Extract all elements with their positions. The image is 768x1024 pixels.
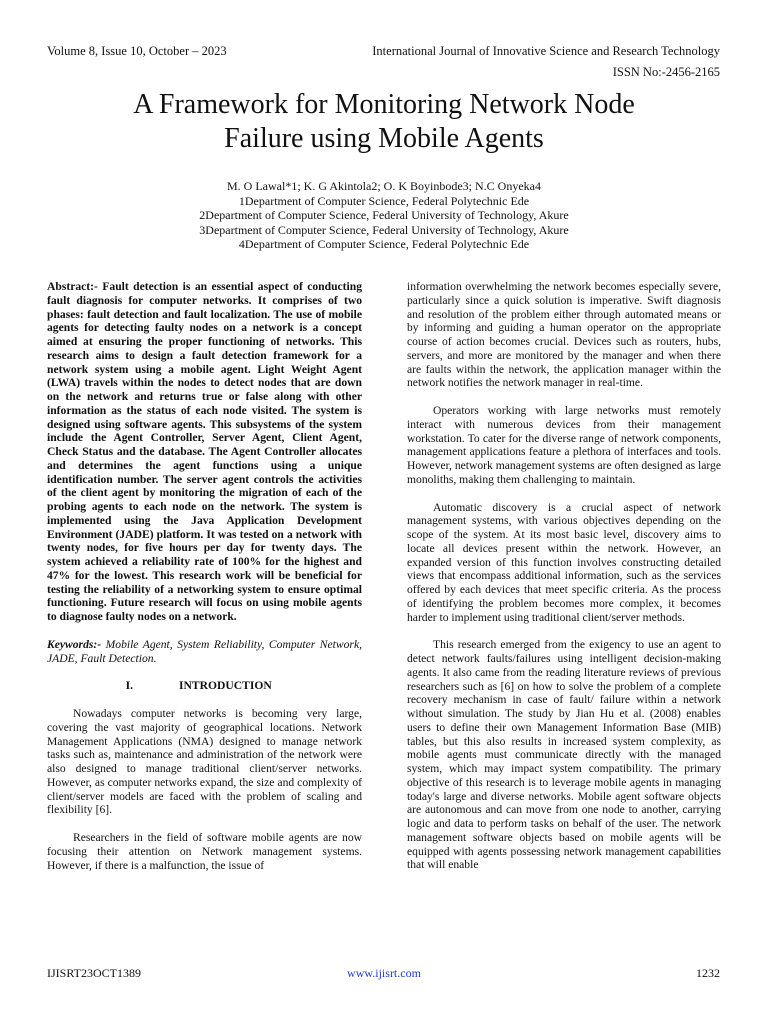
page-number: 1232: [696, 966, 720, 980]
affiliation-2: 2Department of Computer Science, Federal University of Technology, Akure: [199, 208, 569, 222]
intro-paragraph-1: Nowadays computer networks is becoming very large, covering the vast majority of geographical locations. Network Management Applications (NMA) designed to manage network tasks such as, maintenance and administration of the network were also designed to manage traditional client/server networks. However, as computer networks expand, the size and complexity of client/server models are faced with the problem of scaling and flexibility [6].: [47, 707, 362, 817]
journal-name: International Journal of Innovative Science and Research Technology: [372, 44, 720, 58]
section-title: INTRODUCTION: [179, 679, 272, 693]
affiliation-4: 4Department of Computer Science, Federal Polytechnic Ede: [238, 237, 530, 251]
body-paragraph-1: information overwhelming the network becomes especially severe, particularly since a quick solution is imperative. Swift diagnosis and resolution of the problem either through automated means or by informing and guiding a human operator on the appropriate course of action becomes crucial. Devices such as routers, hubs, servers, and more are monitored by the manager and when there are faults within the network, the application manager within the network notifies the network manager in real-time.: [407, 280, 721, 390]
volume-info: Volume 8, Issue 10, October – 2023: [47, 44, 227, 58]
keywords-text: Mobile Agent, System Reliability, Computer Network, JADE, Fault Detection.: [47, 637, 362, 665]
abstract-label: Abstract:-: [47, 280, 98, 293]
title-line-2: Failure using Mobile Agents: [224, 123, 544, 154]
affiliation-1: 1Department of Computer Science, Federal Polytechnic Ede: [238, 193, 530, 208]
author-block: [0, 179, 768, 252]
paper-title: [0, 88, 768, 156]
paper-id: IJISRT23OCT1389: [47, 966, 141, 980]
section-number: I.: [125, 679, 133, 693]
abstract: [47, 280, 362, 624]
body-paragraph-3: Automatic discovery is a crucial aspect of network management systems, with various objectives depending on the scope of the system. At its most basic level, discovery aims to locate all devices present within the network. However, an expanded version of this function involves constructing detailed views that encompass additional information, such as the services offered by each devices that meet specific criteria. As the process of identifying the problem becomes more complex, it becomes harder to implement using traditional client/server methods.: [407, 500, 721, 624]
author-names: M. O Lawal*1; K. G Akintola2; O. K Boyinbode3; N.C Onyeka4: [227, 179, 541, 193]
body-paragraph-2: Operators working with large networks must remotely interact with numerous devices from their management workstation. To cater for the diverse range of network components, management applications feature a plethora of interfaces and tools. However, network management systems are often designed as large monoliths, making them challenging to maintain.: [407, 404, 721, 486]
website-link[interactable]: www.ijisrt.com: [347, 966, 421, 980]
keywords: [47, 638, 362, 666]
keywords-label: Keywords:-: [47, 637, 102, 651]
issn-number: ISSN No:-2456-2165: [612, 65, 720, 79]
body-paragraph-4: This research emerged from the exigency to use an agent to detect network faults/failures using intelligent decision-making agents. It also came from the reading literature reviews of previous researchers such as [6] on how to solve the problem of a complete recovery mechanism in case of fault/ failure within a network without simulation. The study by Jian Hu et al. (2008) enables users to define their own Management Information Base (MIB) tables, but this also results in increased system complexity, as mobile agents must communicate directly with the managed system, which may impact system compatibility. The primary objective of this research is to leverage mobile agents in managing today's large and diverse networks. Mobile agent software objects are autonomous and can move from one node to another, carrying logic and data to perform tasks on behalf of the user. The network management software objects based on mobile agents will be equipped with agents possessing network management capabilities that will enable: [407, 638, 721, 872]
right-column: [407, 280, 721, 886]
abstract-text: Fault detection is an essential aspect of conducting fault diagnosis for computer networks. It comprises of two phases: fault detection and fault localization. The use of mobile agents for detecting faulty nodes on a network is a concept aimed at ensuring the proper functioning of networks. This research aims to design a fault detection framework for a network system using a mobile agent. Light Weight Agent (LWA) travels within the nodes to detect nodes that are down on the network and returns true or false along with other information as the status of each node visited. The system is designed using software agents. This subsystems of the system include the Agent Controller, Server Agent, Client Agent, Check Status and the database. The Agent Controller allocates and determines the agent functions using a unique identification number. The server agent controls the activities of the client agent by monitoring the migration of each of the probing agents to each node on the network. The system is implemented using the Java Application Development Environment (JADE) platform. It was tested on a network with twenty nodes, for five hours per day for twenty days. The system achieved a reliability rate of 100% for the highest and 47% for the lowest. This research work will be beneficial for testing the reliability of a networking system to ensure optimal functioning. Future research will focus on using mobile agents to diagnose faulty nodes on a network.: [47, 280, 362, 623]
title-line-1: A Framework for Monitoring Network Node: [133, 89, 635, 120]
affiliation-3: 3Department of Computer Science, Federal University of Technology, Akure: [199, 222, 569, 237]
intro-paragraph-2: Researchers in the field of software mobile agents are now focusing their attention on Network management systems. However, if there is a malfunction, the issue of: [47, 831, 362, 872]
left-column: [47, 280, 362, 886]
section-heading: [47, 679, 362, 693]
